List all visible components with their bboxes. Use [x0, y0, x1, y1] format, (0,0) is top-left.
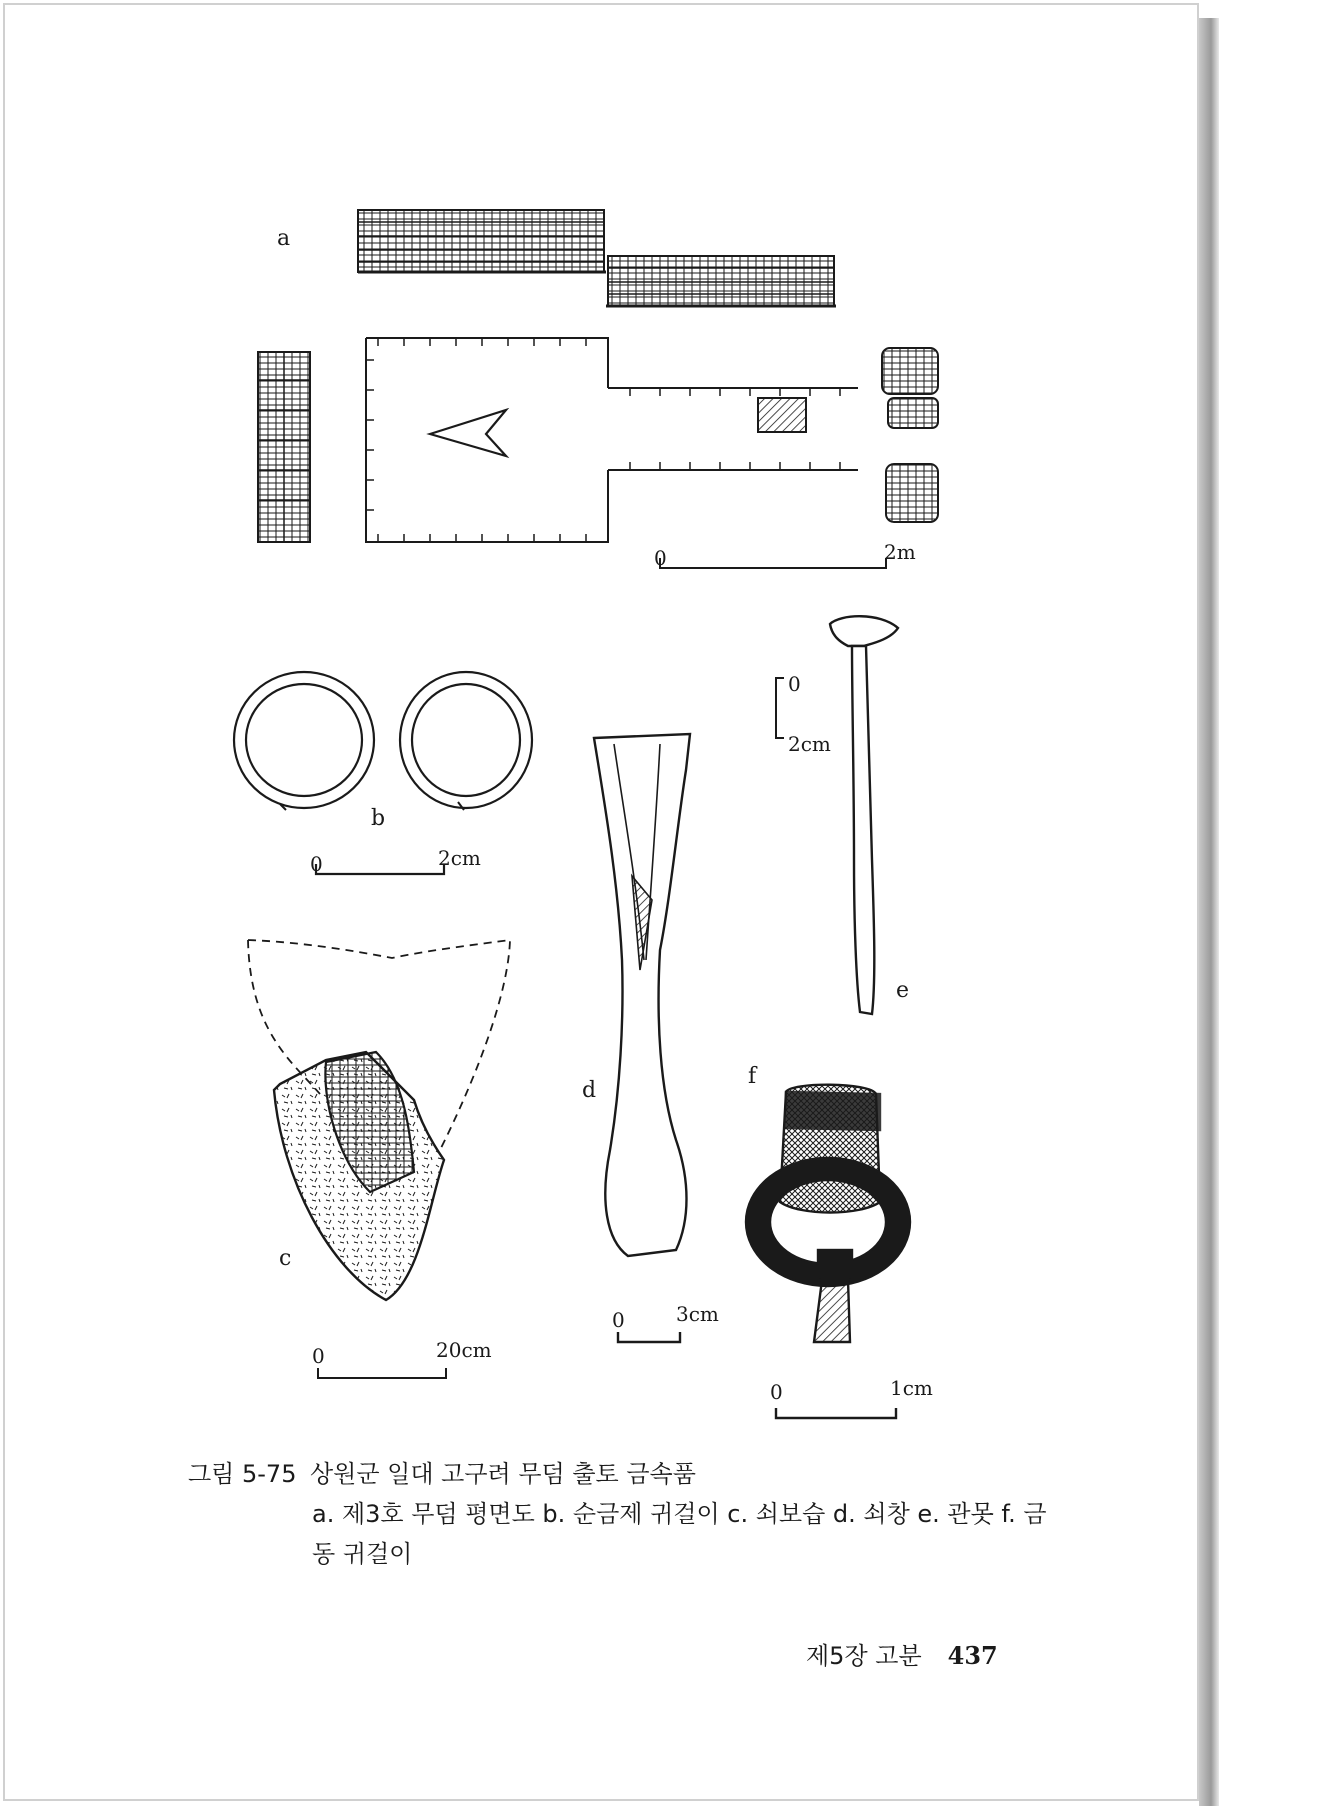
page-edge-shadow: [1199, 0, 1219, 1806]
label-e: e: [896, 978, 910, 1003]
label-c: c: [279, 1246, 292, 1271]
north-arrow-icon: [430, 410, 506, 456]
wall-section-left: [258, 352, 310, 542]
scale-bar-f: [776, 1408, 896, 1418]
caption-number: 그림 5-75: [188, 1460, 297, 1488]
scale-bar-a: [660, 558, 886, 568]
scale-d-start: 0: [612, 1308, 625, 1332]
scale-b-end: 2cm: [438, 846, 481, 870]
iron-plowshare-drawing: [248, 940, 510, 1378]
scale-f-start: 0: [770, 1380, 783, 1404]
label-a: a: [277, 226, 291, 251]
caption-title: 상원군 일대 고구려 무덤 출토 금속품: [310, 1460, 696, 1488]
scale-e-start: 0: [788, 672, 801, 696]
label-b: b: [371, 806, 386, 831]
scale-bar-c: [318, 1368, 446, 1378]
page-corner: [1199, 0, 1221, 18]
gilt-bronze-earring-drawing: [746, 1085, 910, 1418]
chamber-outline: [366, 338, 858, 542]
scale-bar-b: [316, 864, 444, 874]
gold-earrings-drawing: [234, 672, 532, 874]
caption-heading: [188, 1454, 1048, 1494]
caption-body: a. 제3호 무덤 평면도 b. 순금제 귀걸이 c. 쇠보습 d. 쇠창 e. 관못 f. 금동 귀걸이: [312, 1500, 1047, 1568]
wall-section-right: [882, 348, 938, 522]
tomb-plan-drawing: [258, 210, 938, 568]
wall-elevation-right: [606, 256, 836, 306]
scale-d-end: 3cm: [676, 1302, 719, 1326]
label-f: f: [748, 1064, 757, 1089]
scale-c-end: 20cm: [436, 1338, 492, 1362]
scale-bar-d: [618, 1332, 680, 1342]
page-number: 437: [947, 1641, 998, 1670]
scale-b-start: 0: [310, 852, 323, 876]
scale-c-start: 0: [312, 1344, 325, 1368]
label-d: d: [582, 1078, 597, 1103]
wall-elevation-left: [358, 210, 606, 272]
chapter-title: 제5장 고분: [806, 1642, 922, 1670]
scale-a-start: 0: [654, 546, 667, 570]
figure-caption: [188, 1454, 1048, 1574]
scale-e-end: 2cm: [788, 732, 831, 756]
scale-f-end: 1cm: [890, 1376, 933, 1400]
iron-spear-drawing: [594, 734, 690, 1342]
scale-a-end: 2m: [884, 540, 916, 564]
page-footer: [806, 1636, 998, 1671]
